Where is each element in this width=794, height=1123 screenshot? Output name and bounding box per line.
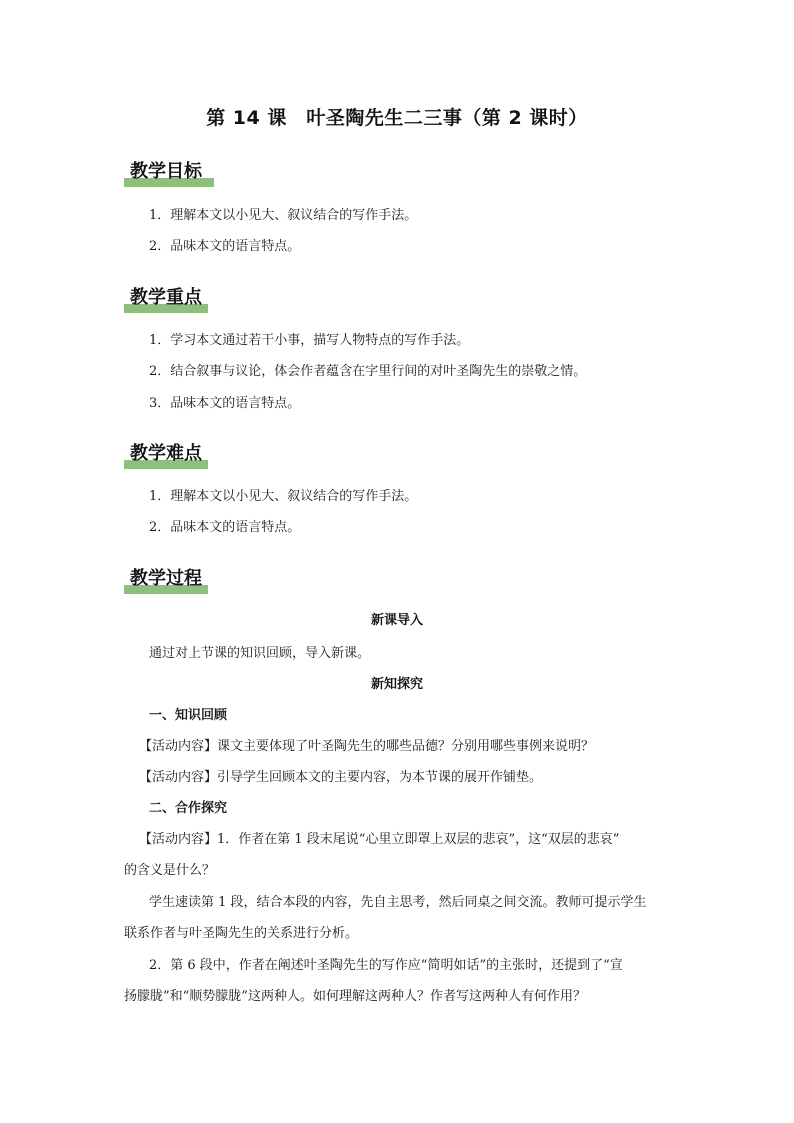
part1-heading: 一、知识回顾: [149, 708, 228, 723]
paragraph-2-line-2: 扬朦胧”和“顺势朦胧”这两种人。如何理解这两种人？作者写这两种人有何作用？: [124, 989, 586, 1004]
section-heading-label: 教学难点: [130, 443, 202, 464]
paragraph-2-line-1: 2．第 6 段中，作者在阐述叶圣陶先生的写作应“简明如话”的主张时，还提到了“宣: [149, 958, 623, 973]
section-heading-label: 教学目标: [130, 161, 202, 182]
section-heading-label: 教学过程: [130, 568, 202, 589]
activity-1: 【活动内容】课文主要体现了叶圣陶先生的哪些品德？分别用哪些事例来说明？: [139, 739, 595, 754]
activity-3-line-1: 【活动内容】1．作者在第 1 段末尾说“心里立即罩上双层的悲哀”，这“双层的悲哀”: [139, 832, 620, 847]
section-heading-goals: [124, 160, 202, 190]
document-title: 第 14 课 叶圣陶先生二三事（第 2 课时）: [206, 107, 588, 129]
explore-subheading: 新知探究: [370, 677, 423, 692]
paragraph-1-line-1: 学生速读第 1 段，结合本段的内容，先自主思考，然后同桌之间交流。教师可提示学生: [149, 895, 647, 910]
section-heading-difficulties: [124, 442, 202, 472]
difficulty-item-2: 2．品味本文的语言特点。: [149, 520, 301, 535]
key-point-item-3: 3．品味本文的语言特点。: [149, 396, 301, 411]
activity-3-line-2: 的含义是什么？: [124, 863, 216, 878]
section-heading-label: 教学重点: [130, 287, 202, 308]
activity-2: 【活动内容】引导学生回顾本文的主要内容，为本节课的展开作铺垫。: [139, 770, 543, 785]
goal-item-1: 1．理解本文以小见大、叙议结合的写作手法。: [149, 208, 418, 223]
paragraph-1-line-2: 联系作者与叶圣陶先生的关系进行分析。: [124, 926, 359, 941]
intro-subheading: 新课导入: [370, 613, 423, 628]
section-heading-process: [124, 567, 202, 597]
section-heading-key-points: [124, 286, 202, 316]
difficulty-item-1: 1．理解本文以小见大、叙议结合的写作手法。: [149, 489, 418, 504]
intro-text: 通过对上节课的知识回顾，导入新课。: [149, 646, 371, 661]
key-point-item-2: 2．结合叙事与议论，体会作者蕴含在字里行间的对叶圣陶先生的崇敬之情。: [149, 364, 587, 379]
key-point-item-1: 1．学习本文通过若干小事，描写人物特点的写作手法。: [149, 333, 470, 348]
goal-item-2: 2．品味本文的语言特点。: [149, 239, 301, 254]
part2-heading: 二、合作探究: [149, 801, 228, 816]
